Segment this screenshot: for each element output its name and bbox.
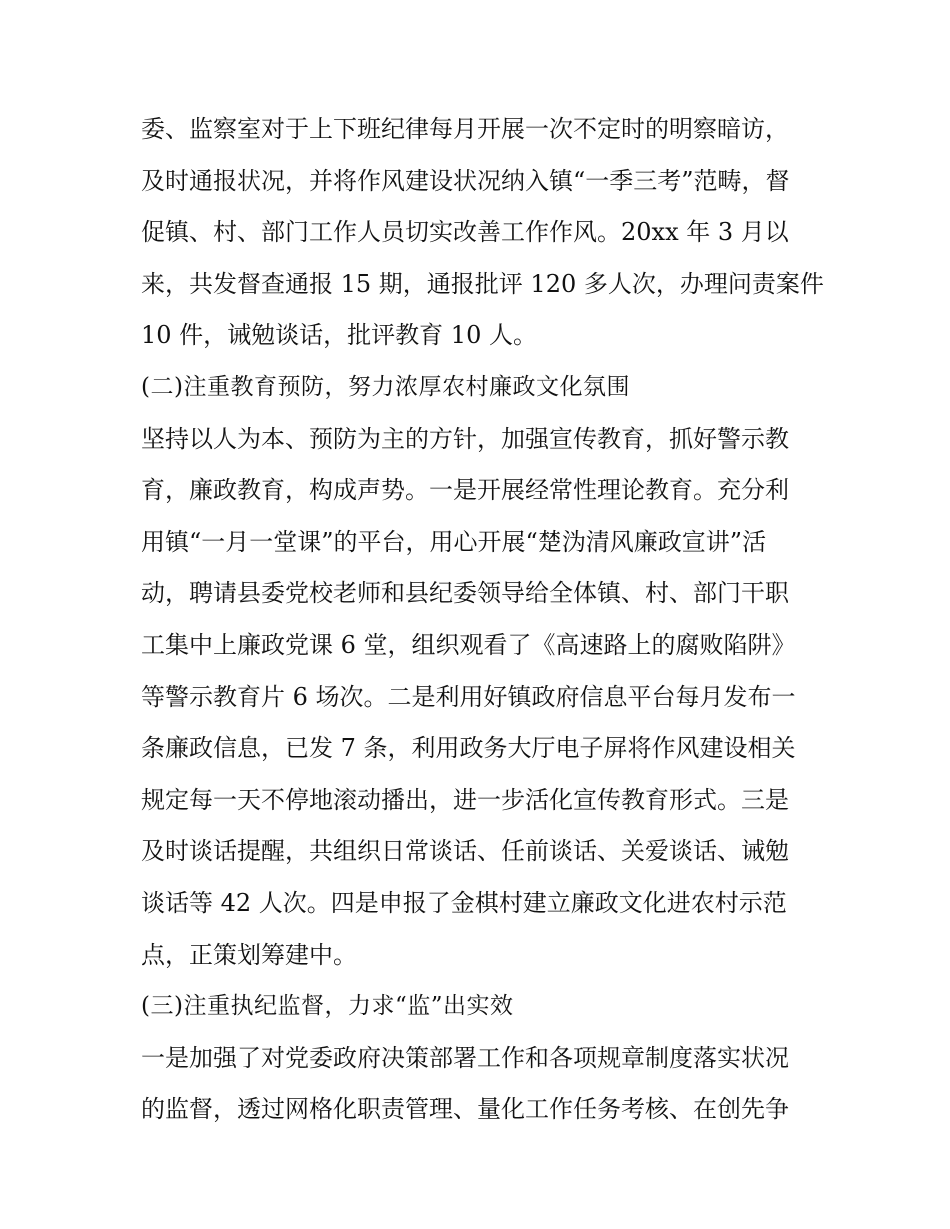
- text-line: 委、监察室对于上下班纪律每月开展一次不定时的明察暗访，: [141, 115, 789, 143]
- text-line: 规定每一天不停地滚动播出，进一步活化宣传教育形式。三是: [141, 785, 789, 814]
- document-body: [141, 104, 824, 1136]
- text-line: 条廉政信息，已发 7 条，利用政务大厅电子屏将作风建设相关: [141, 734, 796, 763]
- text-line: 育，廉政教育，构成声势。一是开展经常性理论教育。充分利: [141, 476, 789, 505]
- text-line: 工集中上廉政党课 6 堂，组织观看了《高速路上的腐败陷阱》: [141, 630, 796, 659]
- text-line: 的监督，透过网格化职责管理、量化工作任务考核、在创先争: [141, 1095, 789, 1124]
- section-heading: (三)注重执纪监督，力求“监”出实效: [141, 993, 514, 1020]
- text-line: 坚持以人为本、预防为主的方针，加强宣传教育，抓好警示教: [141, 424, 789, 453]
- section-heading: (二)注重教育预防，努力浓厚农村廉政文化氛围: [141, 373, 630, 400]
- text-line: 动，聘请县委党校老师和县纪委领导给全体镇、村、部门干职: [141, 579, 789, 608]
- text-line: 及时通报状况，并将作风建设状况纳入镇“一季三考”范畴，督: [141, 166, 790, 195]
- text-line: 促镇、村、部门工作人员切实改善工作作风。20xx 年 3 月以: [141, 218, 789, 247]
- text-line: 一是加强了对党委政府决策部署工作和各项规章制度落实状况: [141, 1043, 789, 1072]
- text-line: 用镇“一月一堂课”的平台，用心开展“楚沩清风廉政宣讲”活: [141, 527, 767, 556]
- text-line: 来，共发督查通报 15 期，通报批评 120 多人次，办理问责案件: [141, 269, 824, 298]
- text-line: 10 件，诫勉谈话，批评教育 10 人。: [141, 321, 537, 350]
- text-line: 及时谈话提醒，共组织日常谈话、任前谈话、关爱谈话、诫勉: [141, 837, 789, 866]
- text-line: 等警示教育片 6 场次。二是利用好镇政府信息平台每月发布一: [141, 682, 796, 711]
- text-line: 点，正策划筹建中。: [141, 940, 357, 969]
- text-line: 谈话等 42 人次。四是申报了金棋村建立廉政文化进农村示范: [141, 888, 787, 917]
